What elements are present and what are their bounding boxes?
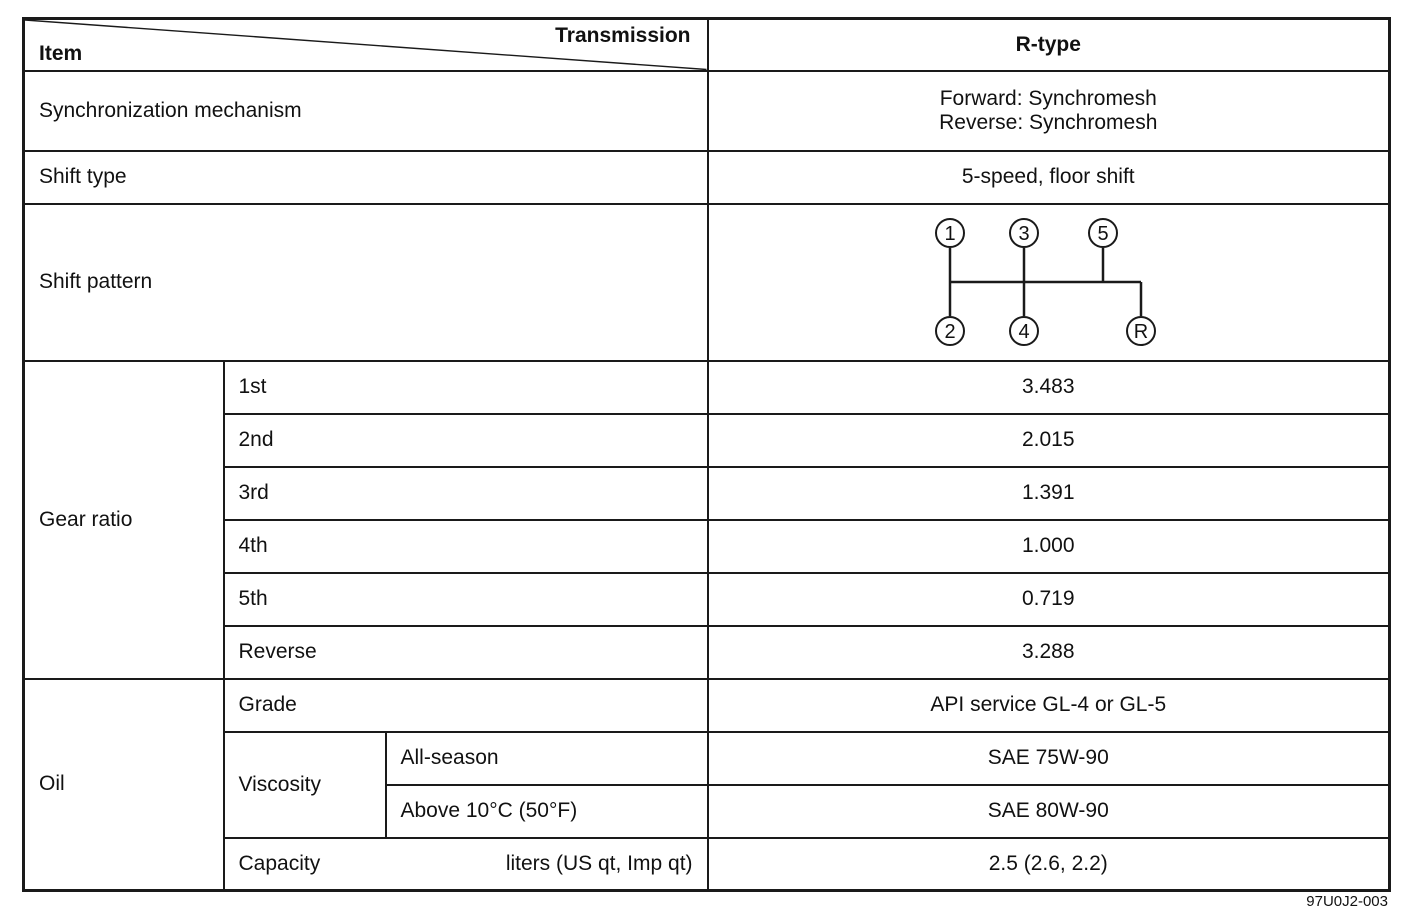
- oil-capacity-unit: liters (US qt, Imp qt): [505, 851, 693, 875]
- sync-value: [708, 71, 1390, 151]
- oil-capacity-cell: [224, 838, 708, 891]
- gear-name-4th: 4th: [224, 520, 708, 573]
- gear-3-label: 3: [1018, 223, 1030, 245]
- header-corner-cell: [24, 19, 708, 71]
- gear-ratio-label: Gear ratio: [24, 361, 224, 679]
- shift-pattern-diagram: [928, 212, 1168, 352]
- shift-type-label: Shift type: [24, 151, 708, 204]
- header-transmission-label: Transmission: [555, 24, 691, 47]
- gear-r-label: R: [1134, 321, 1149, 343]
- gear-value-reverse: 3.288: [708, 626, 1390, 679]
- oil-label: Oil: [24, 679, 224, 891]
- gear-4-label: 4: [1018, 321, 1030, 343]
- figure-code: 97U0J2-003: [1306, 893, 1388, 910]
- header-r-type: R-type: [708, 19, 1390, 71]
- shift-pattern-label: Shift pattern: [24, 204, 708, 361]
- gear-value-5th: 0.719: [708, 573, 1390, 626]
- gear-5-label: 5: [1097, 223, 1109, 245]
- gear-name-2nd: 2nd: [224, 414, 708, 467]
- oil-capacity-label: Capacity: [238, 851, 321, 875]
- shift-pattern-cell: [708, 204, 1390, 361]
- gear-value-4th: 1.000: [708, 520, 1390, 573]
- gear-value-2nd: 2.015: [708, 414, 1390, 467]
- gear-1-label: 1: [944, 223, 956, 245]
- shift-type-value: 5-speed, floor shift: [708, 151, 1390, 204]
- sync-forward: Forward: Synchromesh: [939, 86, 1157, 110]
- spec-table: [22, 17, 1391, 892]
- oil-above-value: SAE 80W-90: [708, 785, 1390, 838]
- header-item-label: Item: [39, 41, 83, 65]
- gear-name-3rd: 3rd: [224, 467, 708, 520]
- oil-all-season-value: SAE 75W-90: [708, 732, 1390, 785]
- oil-capacity-value: 2.5 (2.6, 2.2): [708, 838, 1390, 891]
- oil-grade-label: Grade: [224, 679, 708, 732]
- gear-name-1st: 1st: [224, 361, 708, 414]
- oil-all-season-label: All-season: [386, 732, 708, 785]
- gear-2-label: 2: [944, 321, 956, 343]
- gear-name-5th: 5th: [224, 573, 708, 626]
- oil-above-label: Above 10°C (50°F): [386, 785, 708, 838]
- sync-label: Synchronization mechanism: [24, 71, 708, 151]
- gear-value-3rd: 1.391: [708, 467, 1390, 520]
- oil-grade-value: API service GL-4 or GL-5: [708, 679, 1390, 732]
- oil-viscosity-label: Viscosity: [224, 732, 386, 838]
- gear-name-reverse: Reverse: [224, 626, 708, 679]
- sync-reverse: Reverse: Synchromesh: [939, 110, 1158, 134]
- gear-value-1st: 3.483: [708, 361, 1390, 414]
